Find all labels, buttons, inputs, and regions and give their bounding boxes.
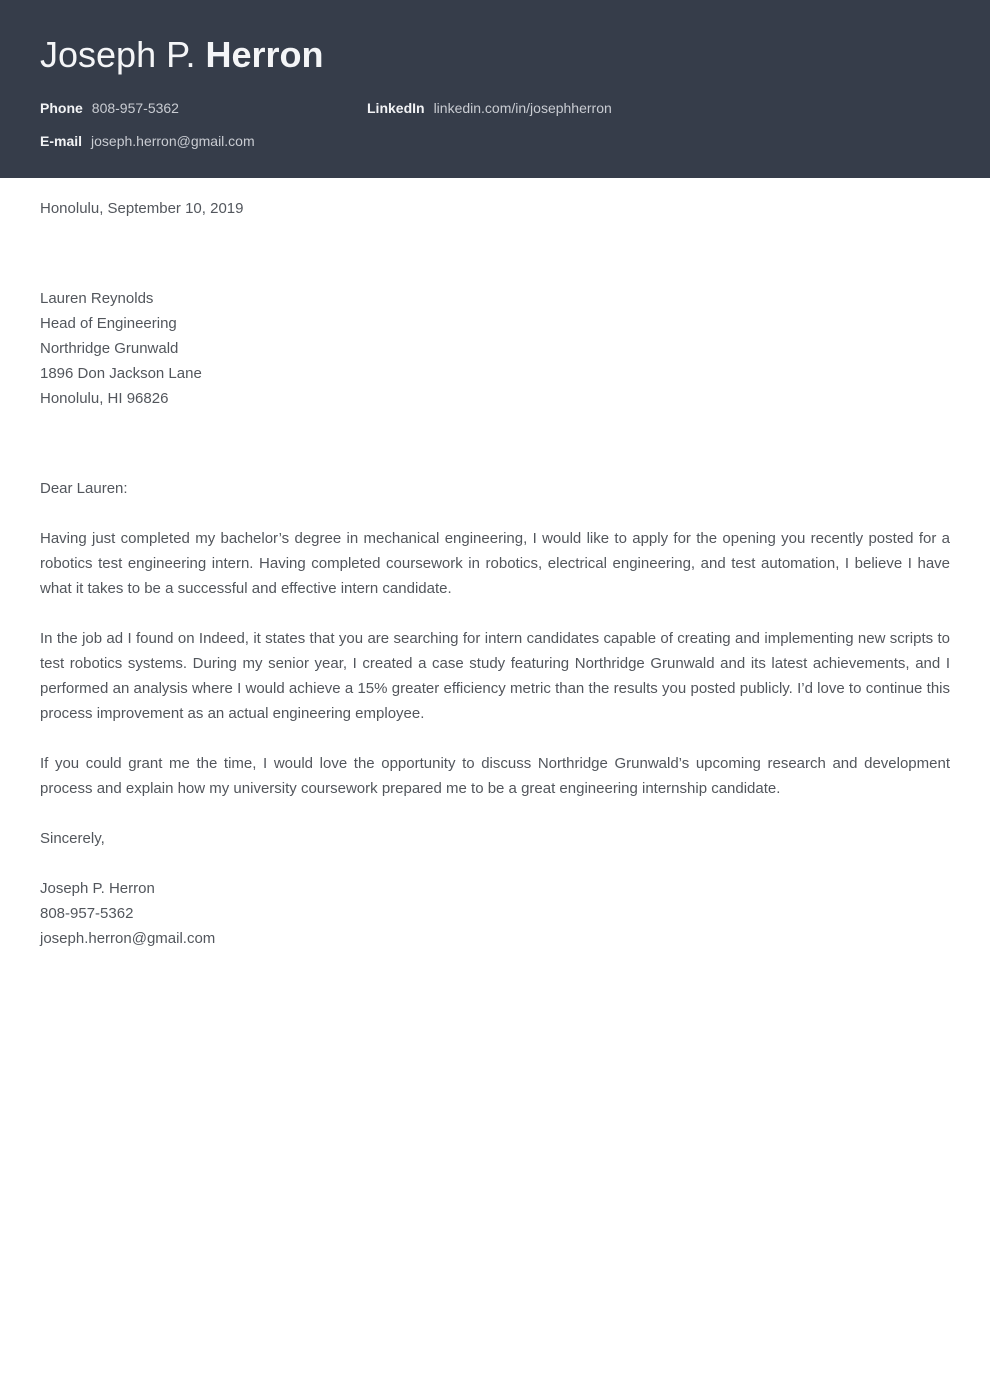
salutation: Dear Lauren: [40,480,128,497]
person-first-name: Joseph P. [40,34,196,75]
email-label: E-mail [40,133,83,149]
recipient-city: Honolulu, HI 96826 [40,390,169,407]
phone-value: 808-957-5362 [91,100,179,116]
person-name [40,34,950,76]
contact-phone [40,99,367,118]
signature-block [40,876,950,951]
signature-name: Joseph P. Herron [40,880,155,897]
dateline: Honolulu, September 10, 2019 [40,200,244,217]
paragraph-3: If you could grant me the time, I would love the opportunity to discuss Northridge Grunwald’s upcoming research and development process and explain how my university coursework prepared me to be a great engineering internship candidate. [40,755,950,797]
email-value: joseph.herron@gmail.com [91,133,255,149]
signature-phone: 808-957-5362 [40,905,134,922]
closing: Sincerely, [40,830,105,847]
recipient-block [40,286,950,411]
letter-header [0,0,990,178]
phone-label: Phone [40,100,83,116]
paragraph-1: Having just completed my bachelor’s degree in mechanical engineering, I would like to apply for the opening you recently posted for a robotics test engineering intern. Having completed coursework in robotics, electrical engineering, and test automation, I believe I have what it takes to be a successful and effective intern candidate. [40,530,950,597]
contact-email [40,132,367,151]
linkedin-value: linkedin.com/in/josephherron [433,100,612,116]
recipient-name: Lauren Reynolds [40,290,154,307]
person-last-name: Herron [205,34,324,75]
recipient-street: 1896 Don Jackson Lane [40,365,202,382]
linkedin-label: LinkedIn [367,100,425,116]
contact-info [40,99,950,151]
letter-body [0,196,990,951]
signature-email: joseph.herron@gmail.com [40,930,216,947]
recipient-company: Northridge Grunwald [40,340,179,357]
recipient-title: Head of Engineering [40,315,177,332]
paragraph-2: In the job ad I found on Indeed, it states that you are searching for intern candidates capable of creating and implementing new scripts to test robotics systems. During my senior year, I created a case study featuring Northridge Grunwald and its latest achievements, and I performed an analysis where I would achieve a 15% greater efficiency metric than the results you posted publicly. I’d love to continue this process improvement as an actual engineering employee. [40,630,950,722]
contact-linkedin [367,99,950,118]
